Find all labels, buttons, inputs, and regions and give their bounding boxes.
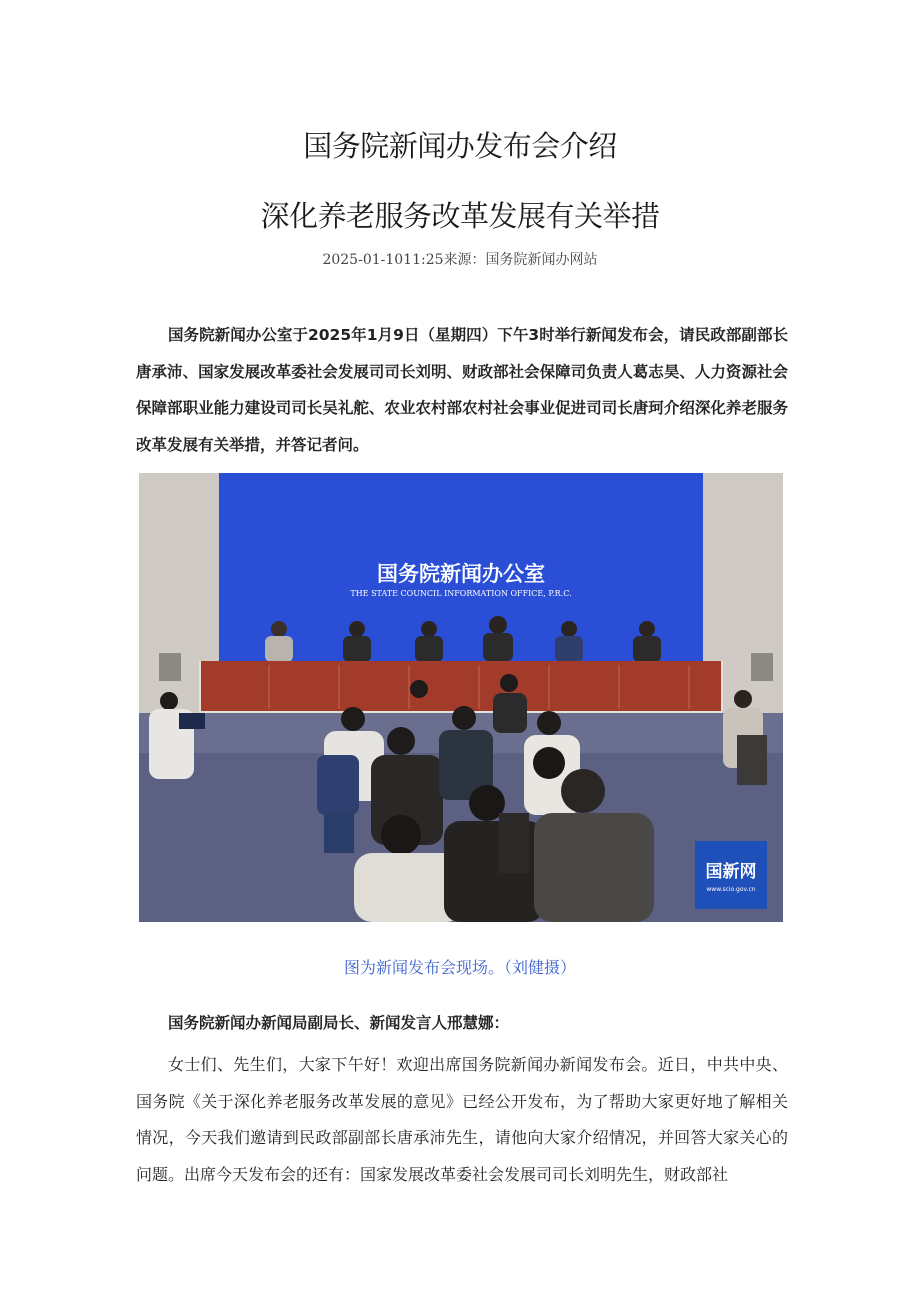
intro-paragraph: 国务院新闻办公室于2025年1月9日（星期四）下午3时举行新闻发布会，请民政部副部长唐承沛、国家发展改革委社会发展司司长刘明、财政部社会保障司负责人葛志昊、人力资源社会保障部职业能力建设司司长吴礼舵、农业农村部农村社会事业促进司司长唐珂介绍深化养老服务改革发展有关举措，并答记者问。 [136, 326, 788, 454]
scio-logo-text: 国新网 [705, 862, 757, 882]
speaker-label: 国务院新闻办新闻局副局长、新闻发言人邢慧娜： [168, 1014, 510, 1032]
body-paragraph: 女士们、先生们，大家下午好！欢迎出席国务院新闻办新闻发布会。近日，中共中央、国务院《关于深化养老服务改革发展的意见》已经公开发布，为了帮助大家更好地了解相关情况，今天我们邀请到民政部副部长唐承沛先生，请他向大家介绍情况，并回答大家关心的问题。出席今天发布会的还有：国家发展改革委社会发展司司长刘明先生，财政部社 [136, 1055, 788, 1184]
article-title-line2: 深化养老服务改革发展有关举措 [260, 199, 660, 233]
article-meta: 2025-01-1011:25来源：国务院新闻办网站 [322, 252, 598, 268]
backdrop-subtitle: THE STATE COUNCIL INFORMATION OFFICE, P.R.C. [350, 589, 572, 598]
article-title-line1: 国务院新闻办发布会介绍 [303, 129, 617, 163]
press-conference-photo [139, 473, 783, 922]
backdrop-title: 国务院新闻办公室 [377, 562, 545, 586]
photo-caption: 图为新闻发布会现场。（刘健摄） [343, 958, 576, 977]
scio-logo-url: www.scio.gov.cn [706, 886, 756, 893]
speaker-table [201, 661, 721, 711]
